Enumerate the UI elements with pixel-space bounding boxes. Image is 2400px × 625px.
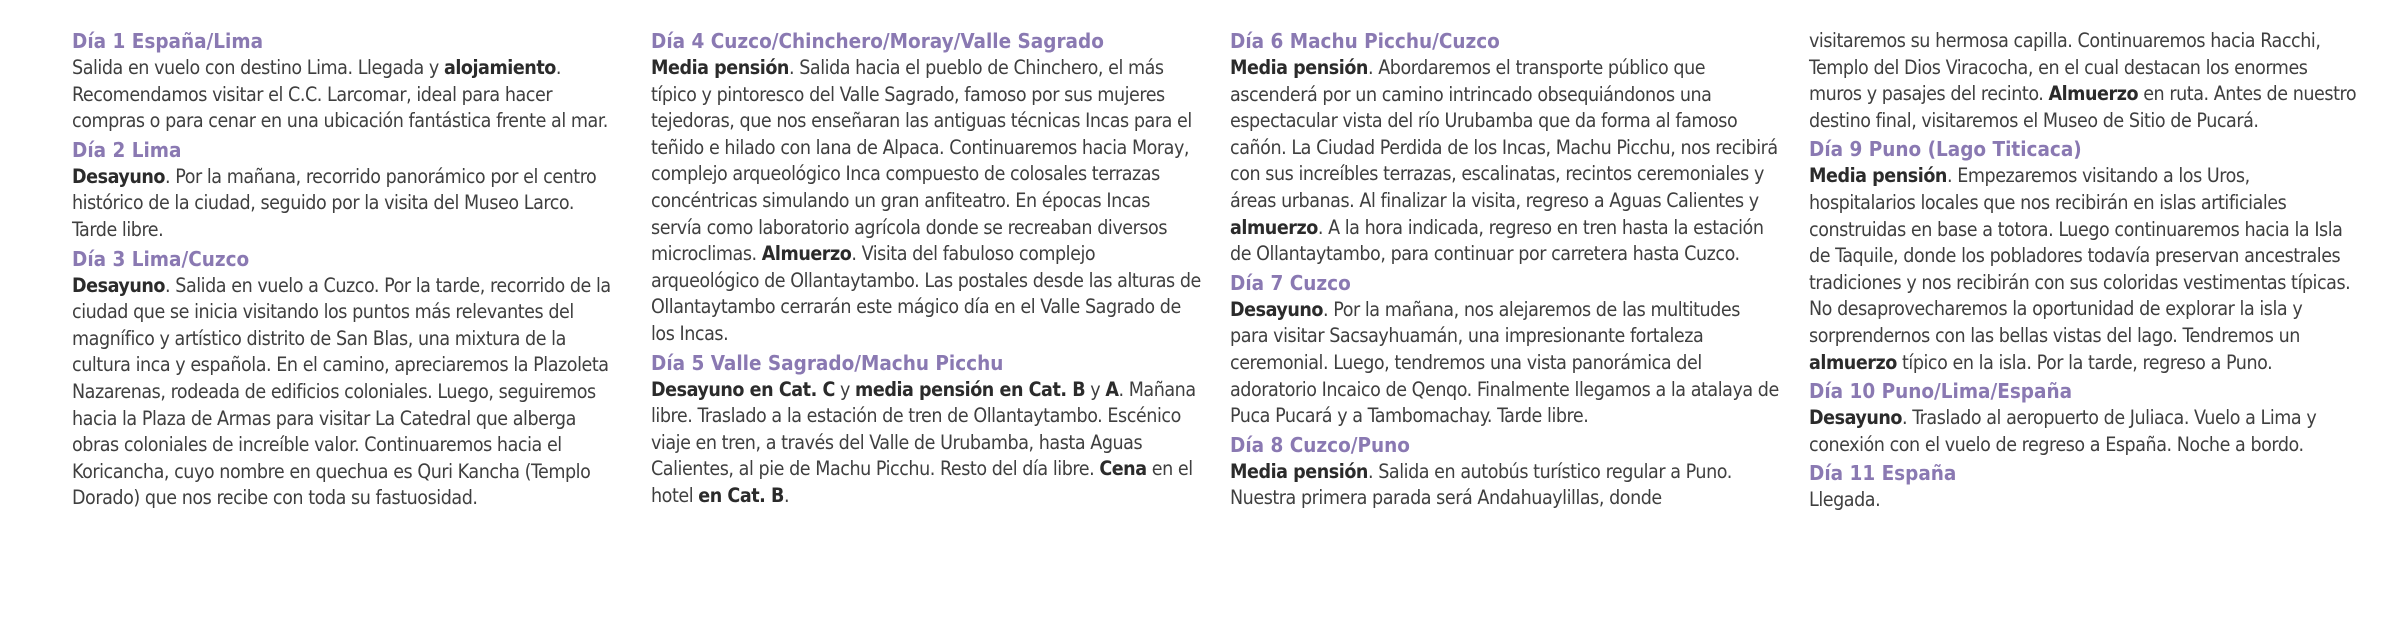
day-description <box>72 273 623 512</box>
day-title: Día 5 Valle Sagrado/Machu Picchu <box>651 350 1004 375</box>
day-section <box>72 28 623 135</box>
description-text: . A la hora indicada, regreso en tren hasta la estación de Ollantaytambo, para continuar por carretera hasta Cuzco. <box>1230 215 1764 266</box>
bold-highlight: Almuerzo <box>2048 82 2139 106</box>
bold-highlight: Almuerzo <box>761 242 852 266</box>
day-section <box>1809 460 2360 514</box>
bold-highlight: Media pensión <box>1230 459 1368 483</box>
itinerary-column-4 <box>1809 28 2360 625</box>
description-text: Salida en vuelo con destino Lima. Llegada y <box>72 56 444 79</box>
day-description <box>1809 163 2360 376</box>
bold-highlight: alojamiento <box>443 56 556 79</box>
day-description <box>1809 28 2360 134</box>
description-text: . Abordaremos el transporte público que ascenderá por un camino intrincado obsequiándonos una espectacular vista del río Urubamba que da forma al famoso cañón. La Ciudad Perdida de los Incas, Machu Picchu, nos recibirá con sus increíbles terrazas, escalinatas, recintos ceremoniales y áreas urbanas. Al finalizar la visita, regreso a Aguas Calientes y <box>1230 56 1778 212</box>
day-title: Día 1 España/Lima <box>72 29 264 53</box>
description-text: . Empezaremos visitando a los Uros, hospitalarios locales que nos recibirán en islas artificiales construidas en base a totora. Luego continuaremos hacia la Isla de Taquile, donde los pobladores todavía preservan ancestrales tradiciones y nos recibirán con sus coloridas vestimentas típicas. No desaprovecharemos la oportunidad de explorar la isla y sorprendernos con las bellas vistas del lago. Tendremos un <box>1809 164 2351 347</box>
bold-highlight: Media pensión <box>651 56 789 79</box>
bold-highlight: almuerzo <box>1230 215 1318 239</box>
itinerary-column-2 <box>651 28 1202 625</box>
day-section <box>1230 28 1781 268</box>
bold-highlight: Desayuno <box>72 164 166 188</box>
day-section <box>651 28 1202 348</box>
bold-highlight: en Cat. B <box>698 483 784 507</box>
bold-highlight: A <box>1105 377 1119 401</box>
bold-highlight: Desayuno <box>72 273 166 297</box>
bold-highlight: Media pensión <box>1230 56 1368 79</box>
description-text: en el hotel <box>651 457 1193 507</box>
description-text: . Por la mañana, recorrido panorámico por el centro histórico de la ciudad, seguido por la visita del Museo Larco. Tarde libre. <box>72 164 597 241</box>
description-text: Llegada. <box>1809 488 1881 512</box>
description-text: típico en la isla. Por la tarde, regreso a Puno. <box>1896 350 2273 374</box>
day-section <box>1809 378 2360 458</box>
day-title: Día 11 España <box>1809 461 1957 486</box>
day-description <box>1809 487 2360 514</box>
day-description <box>1230 297 1781 430</box>
day-description <box>651 55 1202 348</box>
bold-highlight: Desayuno en Cat. C <box>651 377 835 401</box>
description-text: . <box>783 483 790 507</box>
day-description <box>1230 55 1781 268</box>
description-text: . Recomendamos visitar el C.C. Larcomar, ideal para hacer compras o para cenar en una ubicación fantástica frente al mar. <box>72 56 608 133</box>
day-title: Día 9 Puno (Lago Titicaca) <box>1809 137 2082 162</box>
bold-highlight: almuerzo <box>1809 350 1897 374</box>
itinerary-column-1 <box>72 28 623 625</box>
day-section <box>651 350 1202 510</box>
description-text: . Visita del fabuloso complejo arqueológico de Ollantaytambo. Las postales desde las alturas de Ollantaytambo cerrarán este mágico día en el Valle Sagrado de los Incas. <box>651 242 1201 345</box>
day-title: Día 10 Puno/Lima/España <box>1809 379 2073 404</box>
description-text: y <box>834 377 856 401</box>
description-text: . Salida hacia el pueblo de Chinchero, el más típico y pintoresco del Valle Sagrado, famoso por sus mujeres tejedoras, que nos enseñaran las antiguas técnicas Incas para el teñido e hilado con lana de Alpaca. Continuaremos hacia Moray, complejo arqueológico Inca compuesto de colosales terrazas concéntricas simulando un gran anfiteatro. En épocas Incas servía como laboratorio agrícola donde se recreaban diversos microclimas. <box>651 56 1192 266</box>
day-description <box>651 377 1202 510</box>
day-title: Día 6 Machu Picchu/Cuzco <box>1230 29 1500 53</box>
bold-highlight: Desayuno <box>1230 297 1324 321</box>
day-section <box>1809 136 2360 376</box>
description-text: visitaremos su hermosa capilla. Continuaremos hacia Racchi, Templo del Dios Viracocha, en el cual destacan los enormes muros y pasajes del recinto. <box>1809 29 2321 106</box>
description-text: en ruta. Antes de nuestro destino final, visitaremos el Museo de Sitio de Pucará. <box>1809 82 2357 132</box>
day-title: Día 3 Lima/Cuzco <box>72 246 250 271</box>
description-text: . Traslado al aeropuerto de Juliaca. Vuelo a Lima y conexión con el vuelo de regreso a España. Noche a bordo. <box>1809 406 2317 456</box>
day-description <box>1230 459 1781 512</box>
description-text: . Por la mañana, nos alejaremos de las multitudes para visitar Sacsayhuamán, una impresionante fortaleza ceremonial. Luego, tendremos una vista panorámica del adoratorio Incaico de Qenqo. Finalmente llegamos a la atalaya de Puca Pucará y a Tambomachay. Tarde libre. <box>1230 297 1779 428</box>
bold-highlight: Cena <box>1099 457 1147 481</box>
day-section <box>1230 432 1781 512</box>
day-section <box>72 246 623 512</box>
itinerary-column-3 <box>1230 28 1781 625</box>
day-section <box>1230 270 1781 430</box>
bold-highlight: media pensión en Cat. B <box>855 377 1086 401</box>
day-description <box>72 55 623 135</box>
bold-highlight: Media pensión <box>1809 164 1947 188</box>
description-text: y <box>1085 377 1106 401</box>
description-text: . Salida en autobús turístico regular a Puno. Nuestra primera parada será Andahuaylillas, donde <box>1230 459 1732 510</box>
day-description <box>72 164 623 244</box>
day-section-continuation <box>1809 28 2360 134</box>
bold-highlight: Desayuno <box>1809 406 1903 430</box>
day-title: Día 2 Lima <box>72 137 182 162</box>
day-section <box>72 137 623 244</box>
day-title: Día 8 Cuzco/Puno <box>1230 432 1410 457</box>
day-title: Día 4 Cuzco/Chinchero/Moray/Valle Sagrado <box>651 29 1104 53</box>
day-title: Día 7 Cuzco <box>1230 270 1351 295</box>
day-description <box>1809 405 2360 458</box>
description-text: . Mañana libre. Traslado a la estación de tren de Ollantaytambo. Escénico viaje en tren, a través del Valle de Urubamba, hasta Aguas Calientes, al pie de Machu Picchu. Resto del día libre. <box>651 377 1196 481</box>
description-text: . Salida en vuelo a Cuzco. Por la tarde, recorrido de la ciudad que se inicia visitando los puntos más relevantes del magnífico y artístico distrito de San Blas, una mixtura de la cultura inca y española. En el camino, apreciaremos la Plazoleta Nazarenas, rodeada de edificios coloniales. Luego, seguiremos hacia la Plaza de Armas para visitar La Catedral que alberga obras coloniales de increíble valor. Continuaremos hacia el Koricancha, cuyo nombre en quechua es Quri Kancha (Templo Dorado) que nos recibe con toda su fastuosidad. <box>72 273 611 510</box>
